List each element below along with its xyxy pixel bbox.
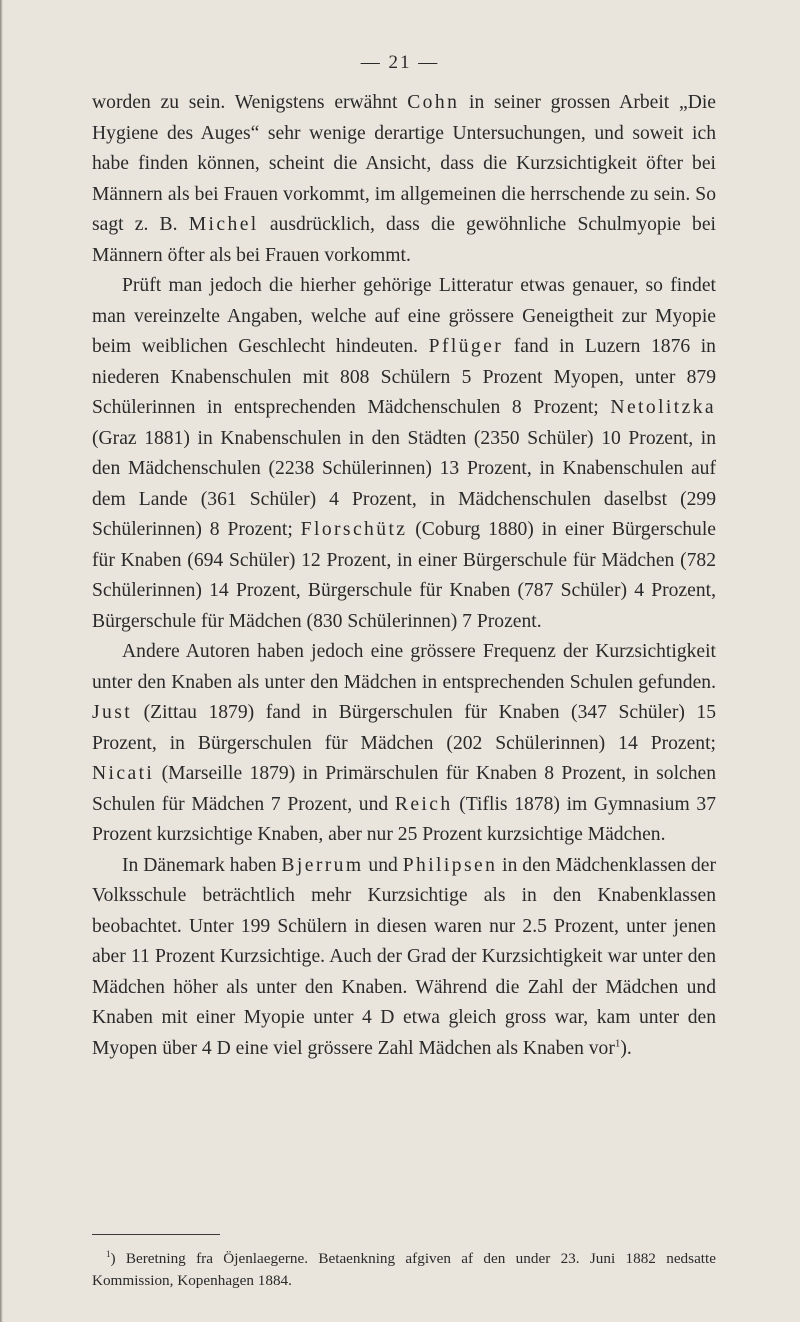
footnote-separator xyxy=(92,1234,220,1235)
author-name: Cohn xyxy=(407,92,460,113)
text-run: fand in Luzern 1876 in niederen Knabenschulen mit 808 Schülern 5 Prozent Myopen, unter 879 Schülerinnen in entsprechenden Mädchenschulen 8 Prozent; xyxy=(92,336,716,418)
text-run: in seiner grossen Arbeit „Die Hygiene des Auges“ sehr wenige derartige Untersuchungen, und soweit ich habe finden können, scheint die Ansicht, dass die Kurzsichtigkeit öfter bei Männern als bei Frauen vorkommt, im allgemeinen die herrschende zu sein. So sagt z. B. xyxy=(92,92,716,235)
text-run: Andere Autoren haben jedoch eine grössere Frequenz der Kurzsichtigkeit unter den Knaben als unter den Mädchen in entsprechenden Schulen gefunden. xyxy=(92,641,716,693)
paragraph-4 xyxy=(92,851,716,1065)
author-name: Pflüger xyxy=(428,336,504,357)
footnote-reference: 1 xyxy=(614,1036,621,1049)
footnote-mark: 1 xyxy=(106,1248,111,1259)
page-number: — 21 — xyxy=(360,52,440,73)
author-name: Florschütz xyxy=(300,519,408,540)
paragraph-3 xyxy=(92,637,716,851)
text-run: ausdrücklich, dass die gewöhnliche Schulmyopie bei Männern öfter als bei Frauen vorkommt. xyxy=(92,214,716,266)
text-run: (Zittau 1879) fand in Bürgerschulen für Knaben (347 Schüler) 15 Prozent, in Bürgerschulen für Mädchen (202 Schülerinnen) 14 Prozent; xyxy=(92,702,716,754)
footnote-text xyxy=(92,1248,716,1292)
footnote-body: ) Beretning fra Öjenlaegerne. Betaenkning afgiven af den under 23. Juni 1882 nedsatte Kommission, Kopenhagen 1884. xyxy=(92,1250,716,1289)
paragraph-1 xyxy=(92,88,716,271)
text-run: (Tiflis 1878) im Gymnasium 37 Prozent kurzsichtige Knaben, aber nur 25 Prozent kurzsichtige Mädchen. xyxy=(92,793,716,845)
text-run: In Dänemark haben xyxy=(122,854,282,876)
text-run: (Marseille 1879) in Primärschulen für Knaben 8 Prozent, in solchen Schulen für Mädchen 7 Prozent, und xyxy=(92,763,716,815)
body-text xyxy=(92,88,716,1064)
author-name: Reich xyxy=(394,793,453,815)
text-run: Prüft man jedoch die hierher gehörige Litteratur etwas genauer, so findet man vereinzelte Angaben, welche auf eine grössere Geneigtheit zur Myopie beim weiblichen Geschlecht hindeuten. xyxy=(92,275,716,357)
author-name: Nicati xyxy=(92,763,155,784)
text-run: (Graz 1881) in Knabenschulen in den Städten (2350 Schüler) 10 Prozent, in den Mädchenschulen (2238 Schülerinnen) 13 Prozent, in Knabenschulen auf dem Lande (361 Schüler) 4 Prozent, in Mädchenschulen daselbst (299 Schülerinnen) 8 Prozent; xyxy=(92,427,716,540)
author-name: Philipsen xyxy=(402,854,498,876)
author-name: Netolitzka xyxy=(610,397,716,418)
author-name: Just xyxy=(92,702,133,723)
text-run: und xyxy=(363,854,403,876)
text-run: (Coburg 1880) in einer Bürgerschule für Knaben (694 Schüler) 12 Prozent, in einer Bürgerschule für Mädchen (782 Schülerinnen) 14 Prozent, Bürgerschule für Knaben (787 Schüler) 4 Prozent, Bürgerschule für Mädchen (830 Schülerinnen) 7 Prozent. xyxy=(92,519,716,632)
text-run: ). xyxy=(620,1037,632,1059)
author-name: Michel xyxy=(188,214,259,235)
text-run: worden zu sein. Wenigstens erwähnt xyxy=(92,92,408,113)
author-name: Bjerrum xyxy=(281,854,364,876)
footnote xyxy=(92,1248,716,1292)
text-run: in den Mädchenklassen der Volksschule beträchtlich mehr Kurzsichtige als in den Knabenklassen beobachtet. Unter 199 Schülern in diesen waren nur 2.5 Prozent, unter jenen aber 11 Prozent Kurzsichtige. Auch der Grad der Kurzsichtigkeit war unter den Mädchen höher als unter den Knaben. Während die Zahl der Mädchen und Knaben mit einer Myopie unter 4 D etwa gleich gross war, kam unter den Myopen über 4 D eine viel grössere Zahl Mädchen als Knaben vor xyxy=(92,854,716,1059)
paragraph-2 xyxy=(92,271,716,637)
